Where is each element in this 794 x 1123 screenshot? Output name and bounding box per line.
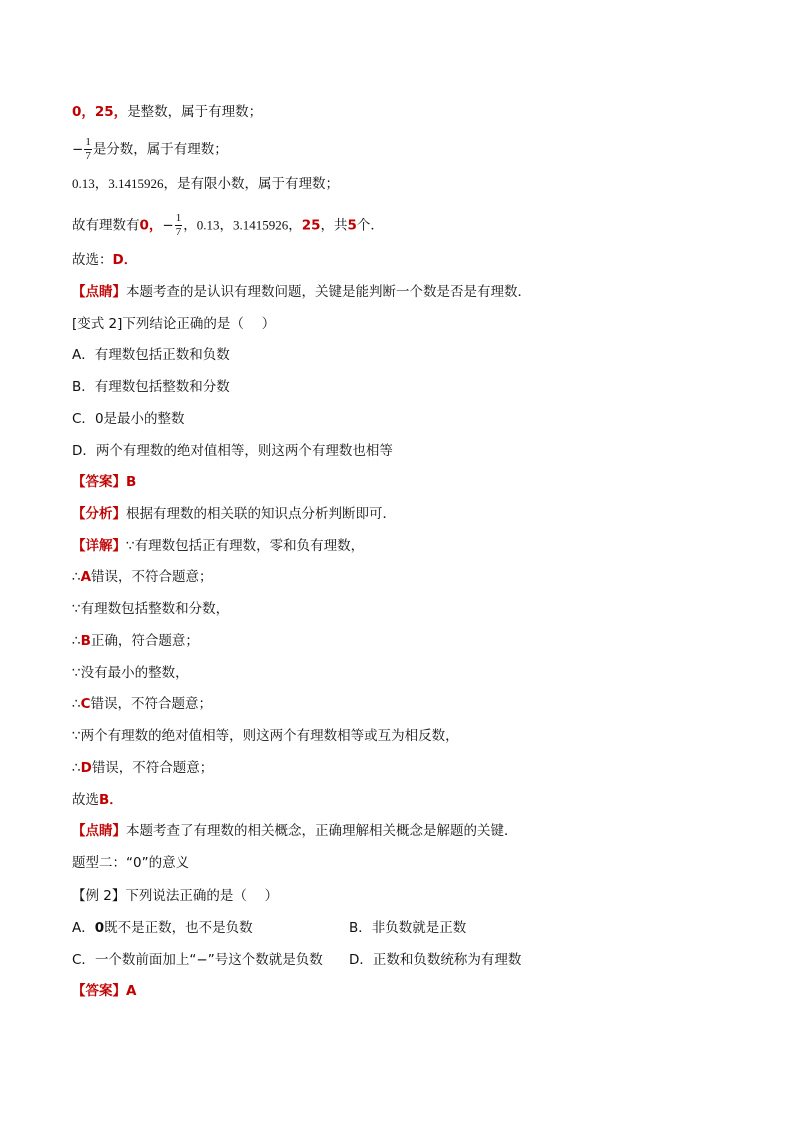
minus-sign: −	[72, 141, 84, 158]
option-b	[72, 377, 230, 397]
line-text: 是分数，属于有理数；	[92, 141, 228, 158]
summary-text: ，共	[320, 217, 348, 234]
answer-value: A	[126, 983, 137, 999]
detail-step	[72, 599, 229, 619]
therefore-symbol: ∴	[72, 760, 81, 776]
option-d	[72, 441, 393, 461]
option-label: D．	[72, 443, 96, 459]
comment-tag: 【点睛】	[72, 823, 126, 839]
detail-tag: 【详解】	[72, 538, 126, 554]
fraction-numerator: 1	[175, 212, 182, 224]
separator: ，	[183, 217, 197, 234]
option-text: 有理数包括正数和负数	[94, 347, 230, 363]
comment-line	[72, 282, 531, 302]
detail-text: ∵有理数包括正有理数，零和负有理数，	[126, 538, 365, 554]
comment-line	[72, 821, 518, 841]
option-text: 0是最小的整数	[94, 411, 185, 427]
step-text: ∵有理数包括整数和分数，	[72, 601, 230, 617]
detail-line	[72, 536, 364, 556]
answer-line	[72, 472, 136, 492]
step-text: ∵两个有理数的绝对值相等，则这两个有理数相等或互为相反数，	[72, 728, 459, 744]
option-label: B．	[72, 379, 95, 395]
option-label: D．	[349, 952, 373, 968]
example-question	[72, 886, 278, 906]
option-label: B．	[349, 920, 372, 936]
option-label: C．	[72, 411, 95, 427]
minus-sign: −	[162, 217, 174, 234]
example-tag: 【例 2】	[72, 888, 126, 904]
detail-step	[72, 567, 213, 587]
separator: ，	[94, 176, 109, 192]
analysis-text: 根据有理数的相关联的知识点分析判断即可．	[126, 506, 396, 522]
option-label: C．	[72, 952, 95, 968]
step-text: 错误，不符合题意；	[90, 696, 213, 712]
answer-value: B	[126, 474, 137, 490]
line-fraction	[72, 136, 228, 163]
line-text: ，是有限小数，属于有理数；	[163, 176, 339, 192]
option-letter: C	[80, 696, 91, 712]
choice-text: 故选	[72, 792, 99, 808]
analysis-tag: 【分析】	[72, 506, 126, 522]
option-letter: B	[80, 633, 91, 649]
decimal-value: 0.13	[196, 217, 220, 233]
choice-line	[72, 790, 123, 810]
therefore-symbol: ∴	[72, 569, 81, 585]
option-text: 正数和负数统称为有理数	[372, 952, 522, 968]
option-c	[72, 952, 323, 968]
separator: ，	[288, 217, 302, 234]
fraction-denominator: 7	[175, 226, 182, 238]
summary-text: 故有理数有	[72, 217, 140, 234]
section-title: 题型二：“0”的意义	[72, 855, 190, 871]
decimal-value: 3.1415926	[108, 176, 164, 191]
option-text: 既不是正数，也不是负数	[104, 920, 253, 936]
detail-step	[72, 758, 213, 778]
detail-step	[72, 663, 189, 683]
step-text: 正确，符合题意；	[90, 633, 199, 649]
option-text: 有理数包括整数和分数	[94, 379, 230, 395]
analysis-line	[72, 504, 396, 524]
question-text: 下列说法正确的是（ ）	[125, 888, 279, 904]
step-text: 错误，不符合题意；	[91, 760, 214, 776]
summary-text: 个．	[356, 217, 384, 234]
option-row	[72, 950, 712, 970]
question-text: [变式 2]下列结论正确的是（ ）	[72, 316, 276, 332]
detail-step	[72, 631, 199, 651]
step-text: 错误，不符合题意；	[91, 569, 213, 585]
zero-digit: 0	[94, 920, 105, 936]
option-row	[72, 918, 712, 938]
option-a	[72, 920, 253, 936]
option-text: 一个数前面加上“−”号这个数就是负数	[94, 952, 323, 968]
option-text: 非负数就是正数	[371, 920, 467, 936]
option-letter: D	[80, 760, 92, 776]
answer-tag: 【答案】	[72, 983, 126, 999]
count-value: 5	[347, 217, 357, 234]
fraction	[84, 136, 92, 163]
integer-values: 0，25，	[72, 104, 128, 120]
choice-answer: D．	[112, 252, 138, 268]
line-decimals	[72, 174, 339, 194]
option-text: 两个有理数的绝对值相等，则这两个有理数也相等	[95, 443, 393, 459]
comment-text: 本题考查的是认识有理数问题，关键是能判断一个数是否是有理数．	[126, 284, 531, 300]
choice-answer: B．	[99, 792, 123, 808]
option-label: A．	[72, 347, 95, 363]
line-text: 是整数，属于有理数；	[127, 104, 263, 120]
option-letter: A	[80, 569, 92, 585]
separator: ，	[219, 217, 233, 234]
option-c	[72, 409, 185, 429]
integer-value: 25	[301, 217, 321, 234]
section-heading	[72, 853, 189, 873]
line-summary	[72, 212, 384, 239]
answer-tag: 【答案】	[72, 474, 126, 490]
fraction-denominator: 7	[85, 150, 91, 162]
option-a	[72, 345, 230, 365]
option-d	[349, 950, 521, 970]
answer-line	[72, 981, 136, 1001]
option-label: A．	[72, 920, 95, 936]
zero-value: 0，	[139, 217, 163, 234]
fraction-numerator: 1	[85, 136, 91, 148]
decimal-value: 0.13	[72, 176, 95, 191]
question-variant	[72, 314, 275, 334]
fraction	[175, 212, 183, 239]
decimal-value: 3.1415926	[232, 217, 289, 233]
therefore-symbol: ∴	[72, 696, 81, 712]
choice-text: 故选：	[72, 252, 113, 268]
step-text: ∵没有最小的整数，	[72, 665, 189, 681]
therefore-symbol: ∴	[72, 633, 81, 649]
option-b	[349, 918, 466, 938]
detail-step	[72, 726, 459, 746]
comment-text: 本题考查了有理数的相关概念，正确理解相关概念是解题的关键．	[126, 823, 518, 839]
comment-tag: 【点睛】	[72, 284, 126, 300]
line-integers	[72, 102, 262, 122]
detail-step	[72, 694, 212, 714]
choice-line	[72, 250, 137, 270]
